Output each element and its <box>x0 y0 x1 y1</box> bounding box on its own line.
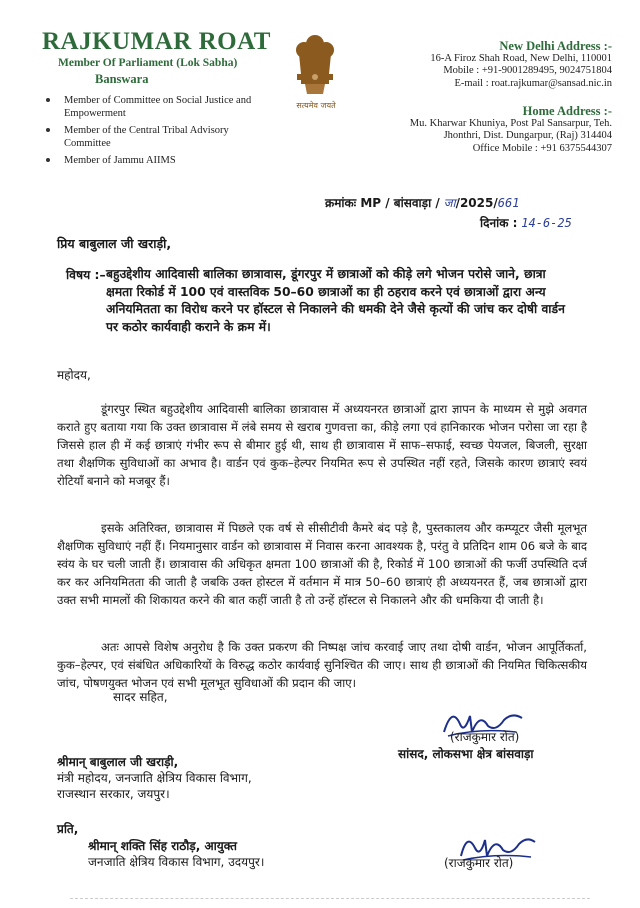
committee-item: Member of the Central Tribal Advisory Committee <box>42 124 272 150</box>
salutation: प्रिय बाबुलाल जी खराड़ी, <box>57 236 172 251</box>
home-address-line: Mu. Kharwar Khuniya, Post Pal Sansarpur, Teh. <box>409 117 612 129</box>
recipient-line: मंत्री महोदय, जनजाति क्षेत्रिय विकास विभाग, <box>57 771 252 785</box>
reference-serial: 661 <box>497 196 520 210</box>
committee-item: Member of Committee on Social Justice and Empowerment <box>42 94 272 120</box>
body-paragraph-1: डूंगरपुर स्थित बहुउद्देशीय आदिवासी बालिका छात्रावास में अध्ययनरत छात्राओं द्वारा ज्ञापन के माध्यम से मुझे अवगत कराते हुए बताया गया कि उक्त छात्रावास में लंबे समय से खराब गुणवत्ता का, कीड़े लगा एवं हानिकारक भोजन परोसा जा रहा है जिससे हाल ही में कई छात्राएं गंभीर रूप से बीमार हुई थी, साथ ही छात्रावास में साफ–सफाई, स्वच्छ पेयजल, बिजली, सुरक्षा तथा शैक्षणिक सुविधाओं का अभाव है। वार्डन एवं कुक–हेल्पर नियमित रूप से उपस्थित नहीं रहते, जिसके कारण छात्राएं स्वयं रोटियाँ बनाने को मजबूर हैं। <box>57 402 587 488</box>
committee-list <box>42 94 272 171</box>
delhi-address-line: 16-A Firoz Shah Road, New Delhi, 110001 <box>430 52 612 64</box>
constituency: Banswara <box>95 72 149 86</box>
signatory-name: (राजकुमार रोत) <box>450 730 520 744</box>
home-address-line: Jhonthri, Dist. Dungarpur, (Raj) 314404 <box>443 130 612 141</box>
copy-label: प्रति, <box>57 822 79 836</box>
subject-label: विषय :– <box>66 268 106 282</box>
home-address <box>410 105 612 155</box>
emblem-motto: सत्यमेव जयते <box>296 101 336 110</box>
signatory-designation: सांसद, लोकसभा क्षेत्र बांसवाड़ा <box>398 747 534 761</box>
delhi-address <box>430 40 612 90</box>
reference-number: जा <box>443 196 456 210</box>
reference-year: /2025/ <box>455 196 498 210</box>
home-address-heading: Home Address :- <box>522 104 612 118</box>
date-value: 14-6-25 <box>521 216 572 230</box>
mp-name: RAJKUMAR ROAT <box>42 28 271 55</box>
recipient-block <box>57 754 252 802</box>
copy-recipient-name: श्रीमान् शक्ति सिंह राठौड़, आयुक्त <box>88 839 237 853</box>
body-paragraph-2: इसके अतिरिक्त, छात्रावास में पिछले एक वर्ष से सीसीटीवी कैमरे बंद पड़े है, पुस्तकालय और कम्प्यूटर जैसी मूलभूत शैक्षणिक सुविधाएं नहीं हैं। नियमानुसार वार्डन को छात्रावास में निवास करना आवश्यक है, परंतु वे प्रतिदिन शाम 06 बजे के बाद स्वंय के घर चली जाती हैं। छात्रावास की अधिकृत क्षमता 100 छात्राओं की है, रिकोर्ड में 100 छात्राओं की फर्जी उपस्थिति दर्ज कर कर अनियमितता की जाती है जबकि उक्त होस्टल में वर्तमान में मात्र 50–60 छात्राएं ही अध्ययनरत हैं, जब छात्राओं द्वारा उक्त सभी मामलों की शिकायत करने की बात कहीं जाती है तो उन्हें हॉस्टल से निकालने और की धमकिया दी जाती है। <box>57 521 587 607</box>
body-paragraph-3: अतः आपसे विशेष अनुरोध है कि उक्त प्रकरण की निष्पक्ष जांच करवाई जाए तथा दोषी वार्डन, भोजन आपूर्तिकर्ता, कुक–हेल्पर, एवं संबंधित अधिकारियों के विरुद्ध कठोर कार्यवाई सुनिश्चित की जाए। साथ ही छात्राओं की नियमित चिकित्सकीय जांच, पोषणयुक्त भोजन एवं सभी मूलभूत सुविधाओं की प्रदान की जाए। <box>57 640 587 690</box>
closing: सादर सहित, <box>113 690 168 704</box>
copy-block <box>88 838 264 870</box>
footer-divider <box>70 898 590 905</box>
copy-signatory-name: (राजकुमार रोत) <box>444 856 514 870</box>
office-mobile: Office Mobile : +91 6375544307 <box>472 142 612 154</box>
national-emblem <box>285 30 345 122</box>
recipient-name: श्रीमान् बाबुलाल जी खराड़ी, <box>57 755 179 769</box>
reference-line <box>325 194 519 211</box>
committee-item: Member of Jammu AIIMS <box>42 154 272 167</box>
date-line <box>480 214 572 231</box>
delhi-email[interactable]: E-mail : roat.rajkumar@sansad.nic.in <box>454 77 612 89</box>
subject-text: बहुउद्देशीय आदिवासी बालिका छात्रावास, डूंगरपुर में छात्राओं को कीड़े लगे भोजन परोसे जाने, छात्रा क्षमता रिकोर्ड में 100 एवं वास्तविक 50–60 छात्राओं का ही ठहराव करने एवं छात्राओं द्वारा अन्य अनियमितता का विरोध करने पर हॉस्टल से निकालने की धमकी देने जैसे कृत्यों की जांच कर दोषी वार्डन पर कठोर कार्यवाही कराने के क्रम में। <box>106 267 565 334</box>
delhi-address-heading: New Delhi Address :- <box>499 39 612 53</box>
copy-recipient-line: जनजाति क्षेत्रिय विकास विभाग, उदयपुर। <box>88 855 265 869</box>
member-title: Member Of Parliament (Lok Sabha) <box>58 57 238 69</box>
recipient-line: राजस्थान सरकार, जयपुर। <box>57 787 170 801</box>
date-label: दिनांक : <box>480 216 518 230</box>
reference-label: क्रमांकः MP / बांसवाड़ा / <box>325 196 440 210</box>
greeting: महोदय, <box>57 368 91 382</box>
delhi-mobile: Mobile : +91-9001289495, 9024751804 <box>443 65 612 76</box>
